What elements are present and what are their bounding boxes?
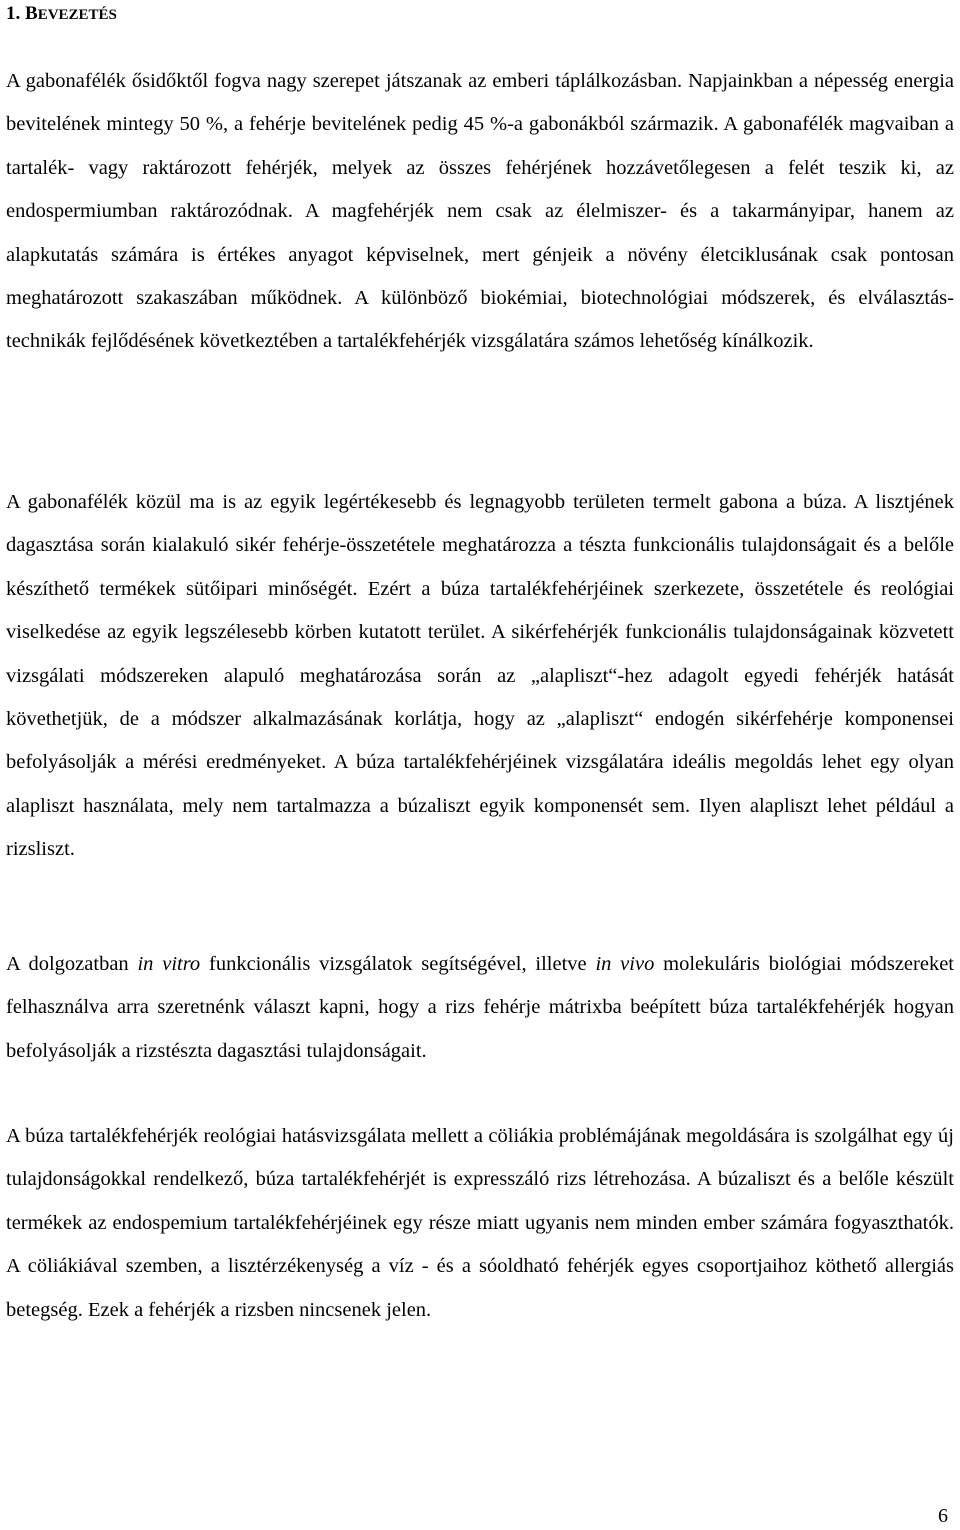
page-number: 6 (938, 1505, 948, 1527)
paragraph-wheat: A gabonafélék közül ma is az egyik legértékesebb és legnagyobb területen termelt gabona a búza. A lisztjének dagasztása során kialakuló sikér fehérje-összetétele meghatározza a tészta funkcionális tulajdonságait és a belőle készíthető termékek sütőipari minőségét. Ezért a búza tartalékfehérjéinek szerkezete, összetétele és reológiai viselkedése az egyik legszélesebb körben kutatott terület. A sikérfehérjék funkcionális tulajdonságainak közvetett vizsgálati módszereken alapuló meghatározása során az „alapliszt“-hez adagolt egyedi fehérjék hatását követhetjük, de a módszer alkalmazásának korlátja, hogy az „alapliszt“ endogén sikérfehérje komponensei befolyásolják a mérési eredményeket. A búza tartalékfehérjéinek vizsgálatára ideális megoldás lehet egy olyan alapliszt használata, mely nem tartalmazza a búzaliszt egyik komponensét sem. Ilyen alapliszt lehet például a rizsliszt. (6, 491, 954, 861)
section-number: 1. (6, 3, 21, 24)
section-heading (6, 2, 117, 27)
paragraph-intro-cereals: A gabonafélék ősidőktől fogva nagy szerepet játszanak az emberi táplálkozásban. Napjainkban a népesség energia bevitelének mintegy 50 %, a fehérje bevitelének pedig 45 %-a gabonákból származik. A gabonafélék magvaiban a tartalék- vagy raktározott fehérjék, melyek az összes fehérjének hozzávetőlegesen a felét teszik ki, az endospermiumban raktározódnak. A magfehérjék nem csak az élelmiszer- és a takarmányipar, hanem az alapkutatás számára is értékes anyagot képviselnek, mert génjeik a növény életciklusának csak pontosan meghatározott szakaszában működnek. A különböző biokémiai, biotechnológiai módszerek, és elválasztás-technikák fejlődésének következtében a tartalékfehérjék vizsgálatára számos lehetőség kínálkozik. (6, 70, 954, 353)
term-in-vitro: in vitro (137, 953, 201, 975)
paragraph-aim-text-2: funkcionális vizsgálatok segítségével, illetve (200, 953, 596, 975)
document-page (6, 0, 954, 1530)
paragraph-aim-text-3: molekuláris biológiai módszereket felhasználva arra szeretnénk választ kapni, hogy a rizs fehérje mátrixba beépített búza tartalékfehérjék hogyan befolyásolják a rizstészta dagasztási tulajdonságait. (6, 953, 954, 1062)
section-title-initial: B (25, 3, 38, 24)
term-in-vivo: in vivo (595, 953, 655, 975)
paragraph-aim-text-1: A dolgozatban (6, 953, 138, 975)
paragraph-thesis-aim (6, 943, 954, 1073)
section-title-rest: EVEZETÉS (37, 7, 117, 23)
paragraph-celiac: A búza tartalékfehérjék reológiai hatásvizsgálata mellett a cöliákia problémájának megoldására is szolgálhat egy új tulajdonságokkal rendelkező, búza tartalékfehérjét is expresszáló rizs létrehozása. A búzaliszt és a belőle készült termékek az endospemium tartalékfehérjéinek egy része miatt ugyanis nem minden ember számára fogyaszthatók. A cöliákiával szemben, a lisztérzékenység a víz - és a sóoldható fehérjék egyes csoportjaihoz köthető allergiás betegség. Ezek a fehérjék a rizsben nincsenek jelen. (6, 1125, 954, 1321)
